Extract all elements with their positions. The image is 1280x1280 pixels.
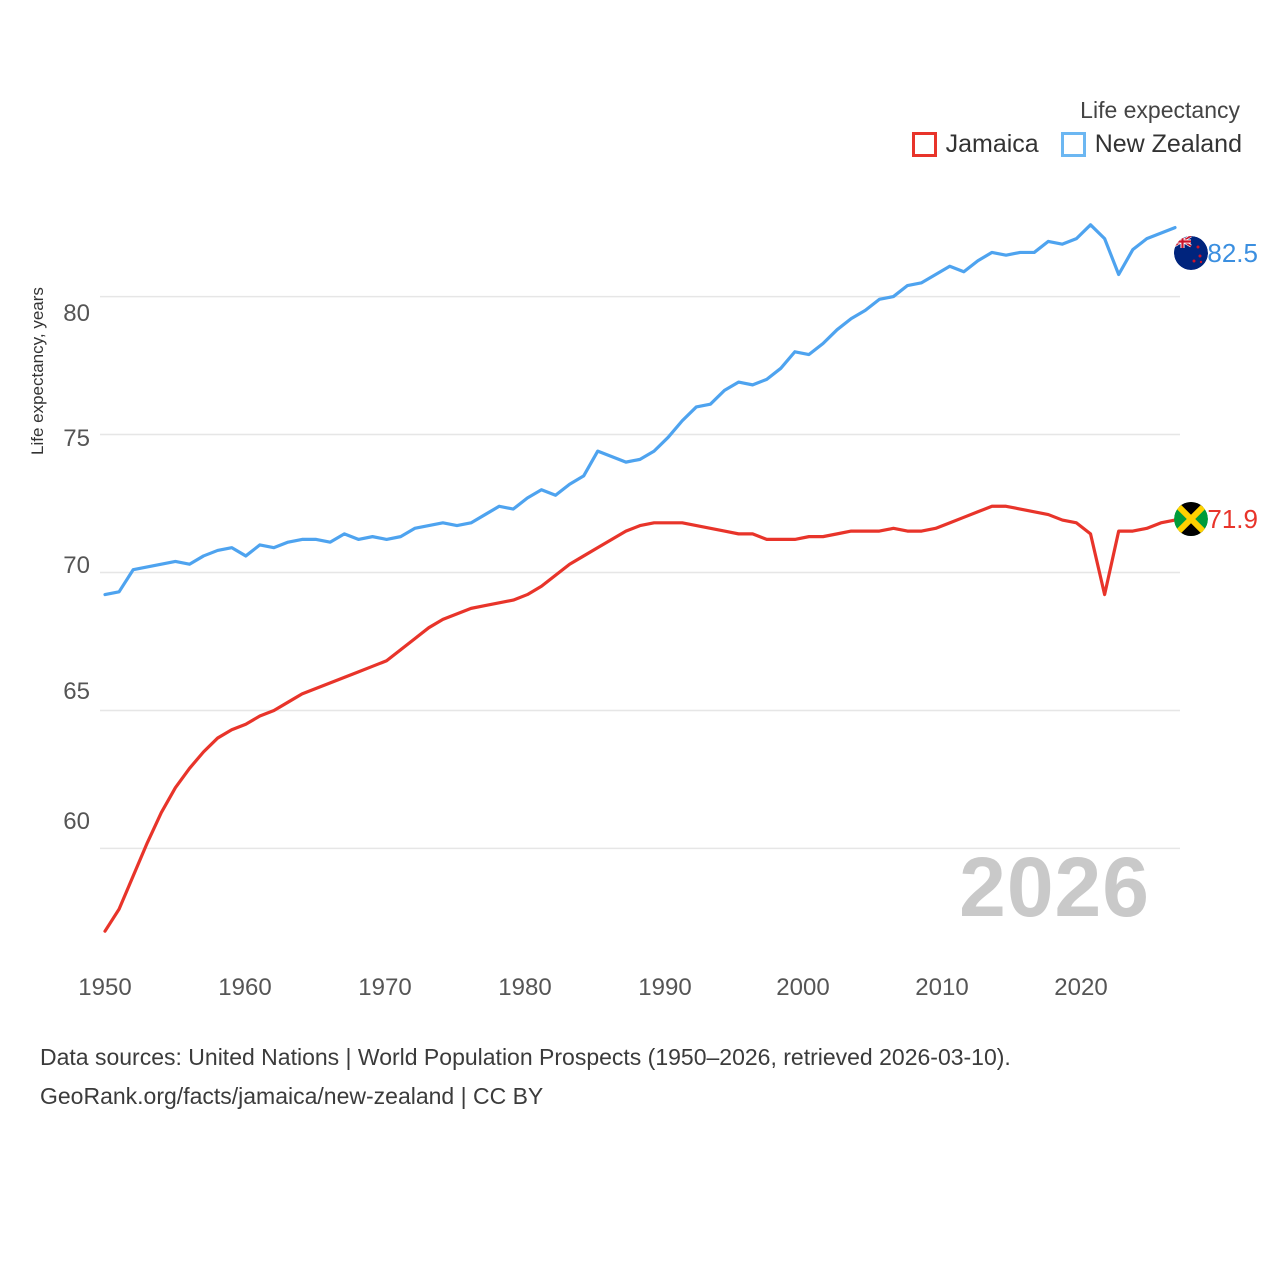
gridlines (100, 297, 1180, 849)
x-tick-1960: 1960 (218, 974, 272, 1001)
flag-new-zealand-icon (1174, 236, 1208, 270)
y-tick-65: 65 (63, 678, 90, 705)
y-tick-75: 75 (63, 425, 90, 452)
endpoint-label-new-zealand: 82.5 (1207, 238, 1258, 268)
series-line-new-zealand (105, 225, 1175, 595)
footer-line-2: GeoRank.org/facts/jamaica/new-zealand | CC BY (40, 1083, 544, 1109)
footer-sources (40, 1038, 1240, 1116)
x-tick-2020: 2020 (1054, 974, 1108, 1001)
x-tick-2010: 2010 (915, 974, 969, 1001)
y-tick-60: 60 (63, 808, 90, 835)
y-tick-70: 70 (63, 552, 90, 579)
x-tick-1950: 1950 (78, 974, 132, 1001)
flag-jamaica-icon (1174, 502, 1208, 536)
endpoint-label-jamaica: 71.9 (1207, 504, 1258, 534)
x-tick-2000: 2000 (776, 974, 830, 1001)
legend-title: Life expectancy (1080, 97, 1240, 123)
y-tick-80: 80 (63, 300, 90, 327)
y-axis-label: Life expectancy, years (28, 287, 47, 455)
x-tick-1980: 1980 (498, 974, 552, 1001)
legend-label-jamaica: Jamaica (945, 130, 1039, 158)
x-tick-1970: 1970 (358, 974, 412, 1001)
footer-line-1: Data sources: United Nations | World Population Prospects (1950–2026, retrieved 2026-03-10). (40, 1044, 1011, 1070)
legend-label-new-zealand: New Zealand (1094, 130, 1242, 158)
x-tick-1990: 1990 (638, 974, 692, 1001)
year-watermark: 2026 (959, 840, 1150, 934)
